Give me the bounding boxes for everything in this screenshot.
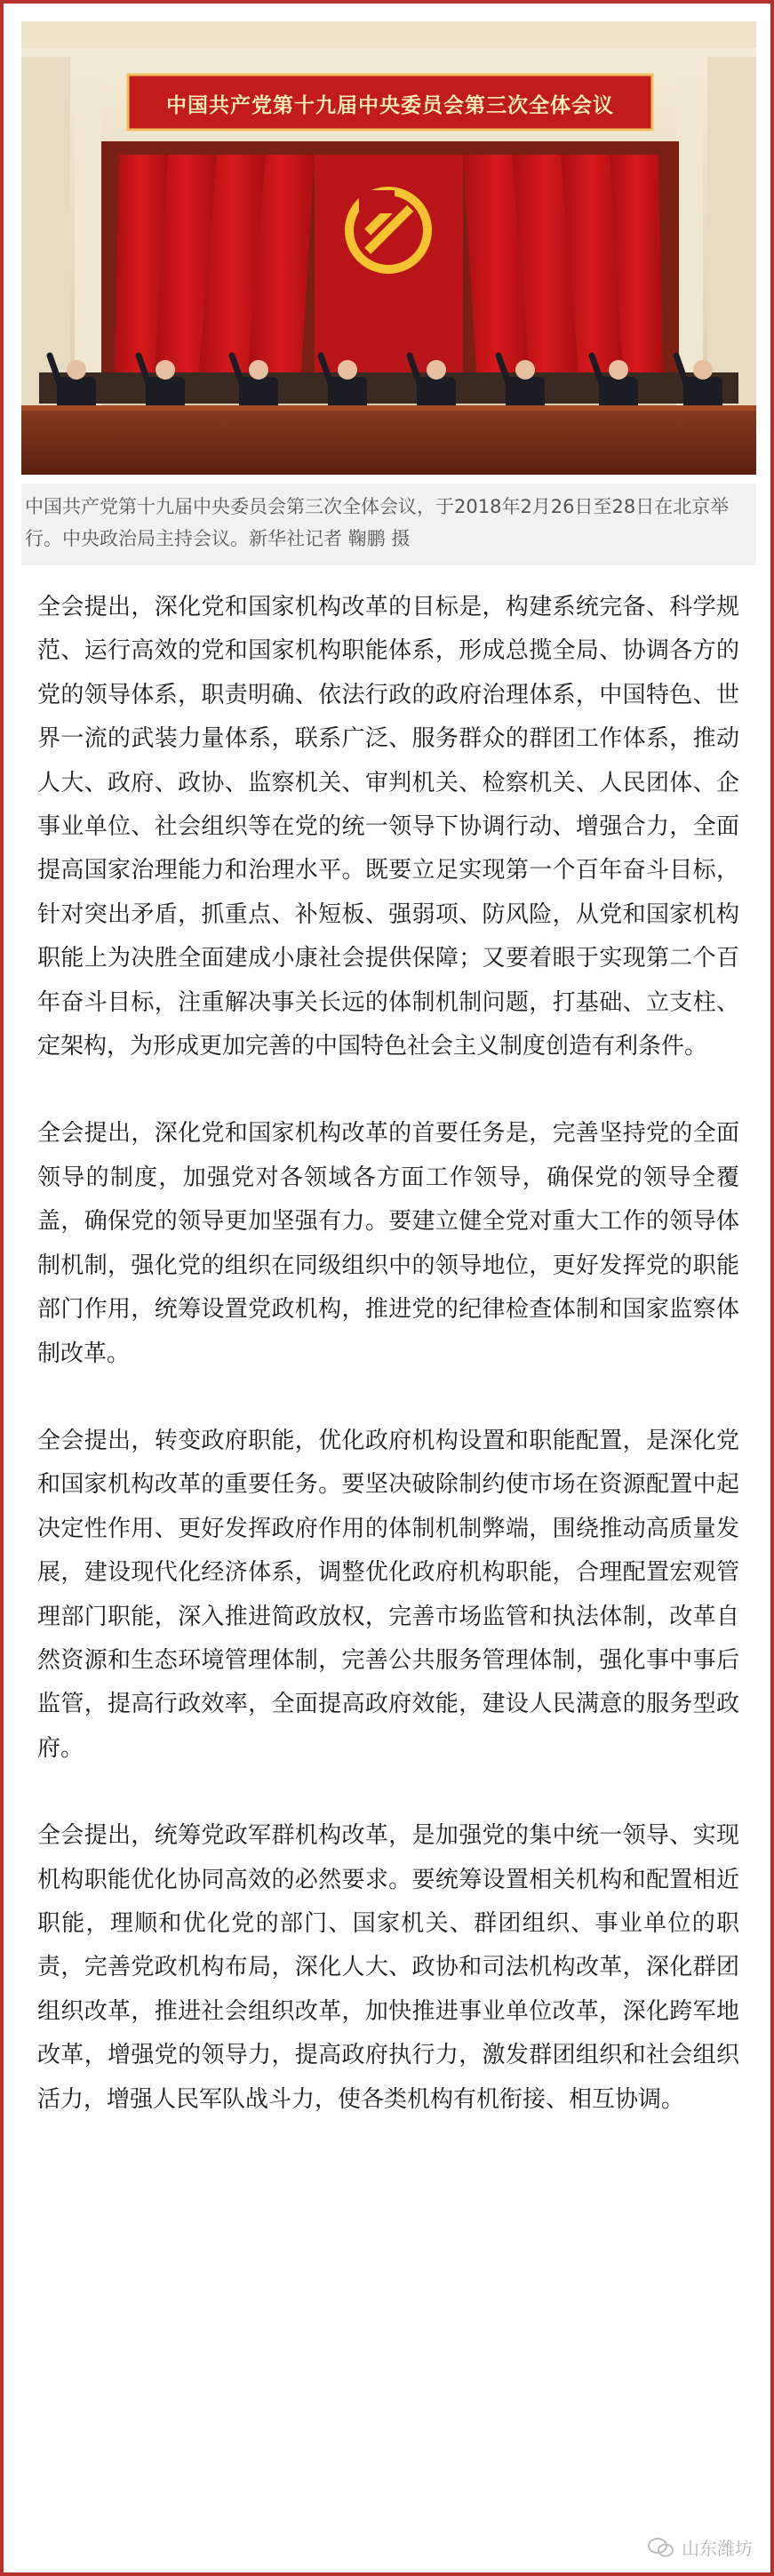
article-body [37,586,739,2165]
paragraph-4: 全会提出，统筹党政军群机构改革，是加强党的集中统一领导、实现机构职能优化协同高效的必然要求。要统筹设置相关机构和配置相近职能，理顺和优化党的部门、国家机关、群团组织、事业单位的职责，完善党政机构布局，深化人大、政协和司法机构改革，深化群团组织改革，推进社会组织改革，加快推进事业单位改革，深化跨军地改革，增强党的领导力，提高政府执行力，激发群团组织和社会组织活力，增强人民军队战斗力，使各类机构有机衔接、相互协调。 [37,1822,739,2113]
wechat-icon [648,2538,674,2557]
front-desk [21,405,756,475]
paragraph-3: 全会提出，转变政府职能，优化政府机构设置和职能配置，是深化党和国家机构改革的重要任务。要坚决破除制约使市场在资源配置中起决定性作用、更好发挥政府作用的体制机制弊端，围绕推动高质量发展，建设现代化经济体系，调整优化政府机构职能，合理配置宏观管理部门职能，深入推进简政放权，完善市场监管和执法体制，改革自然资源和生态环境管理体制，完善公共服务管理体制，强化事中事后监管，提高行政效率，全面提高政府效能，建设人民满意的服务型政府。 [37,1427,739,1762]
watermark [648,2534,753,2560]
watermark-text: 山东潍坊 [682,2538,753,2559]
photo-caption: 中国共产党第十九届中央委员会第三次全体会议，于2018年2月26日至28日在北京举行。中央政治局主持会议。新华社记者 鞠鹏 摄 [21,484,756,565]
red-flags-right [463,155,663,372]
red-flags-left [115,155,315,372]
plenary-scene [21,21,756,475]
paragraph-2: 全会提出，深化党和国家机构改革的首要任务是，完善坚持党的全面领导的制度，加强党对各领域各方面工作领导，确保党的领导全覆盖，确保党的领导更加坚强有力。要建立健全党对重大工作的领导体制机制，强化党的组织在同级组织中的领导地位，更好发挥党的职能部门作用，统筹设置党政机构，推进党的纪律检查体制和国家监察体制改革。 [37,1120,739,1367]
plenary-photo [21,21,756,475]
paragraph-1: 全会提出，深化党和国家机构改革的目标是，构建系统完备、科学规范、运行高效的党和国家机构职能体系，形成总揽全局、协调各方的党的领导体系，职责明确、依法行政的政府治理体系，中国特色、世界一流的武装力量体系，联系广泛、服务群众的群团工作体系，推动人大、政府、政协、监察机关、审判机关、检察机关、人民团体、企事业单位、社会组织等在党的统一领导下协调行动、增强合力，全面提高国家治理能力和治理水平。既要立足实现第一个百年奋斗目标，针对突出矛盾，抓重点、补短板、强弱项、防风险，从党和国家机构职能上为决胜全面建成小康社会提供保障；又要着眼于实现第二个百年奋斗目标，注重解决事关长远的体制机制问题，打基础、立支柱、定架构，为形成更加完善的中国特色社会主义制度创造有利条件。 [37,594,739,1060]
banner-text: 中国共产党第十九届中央委员会第三次全体会议 [166,94,614,117]
